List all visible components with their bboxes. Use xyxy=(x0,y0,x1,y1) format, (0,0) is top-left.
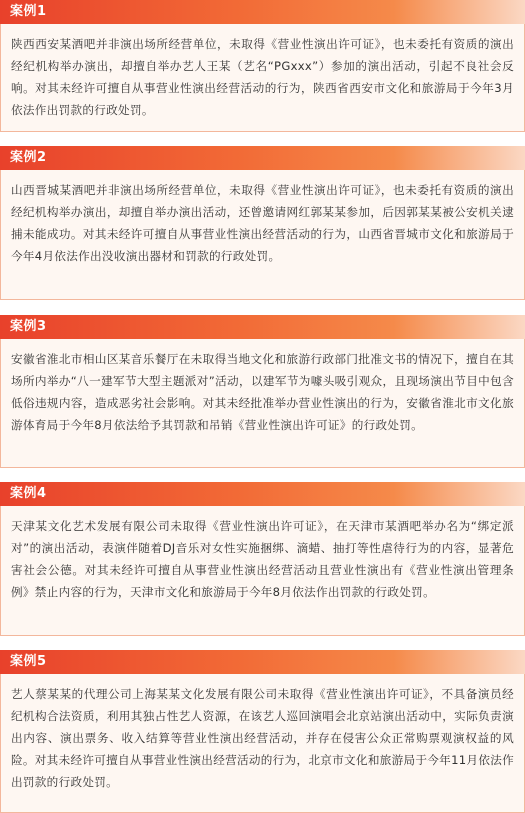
case-title-1: 案例1 xyxy=(10,4,47,19)
case-body-2 xyxy=(0,170,525,300)
case-header-4 xyxy=(0,482,525,506)
case-text-1: 陕西西安某酒吧并非演出场所经营单位，未取得《营业性演出许可证》，也未委托有资质的演出经纪机构举办演出，却擅自举办艺人王某（艺名“PGxxx”）参加的演出活动，引起不良社会反响。对其未经许可擅自从事营业性演出经营活动的行为，陕西省西安市文化和旅游局于今年3月依法作出罚款的行政处罚。 xyxy=(11,37,514,117)
case-title-3: 案例3 xyxy=(10,319,47,334)
case-text-4: 天津某文化艺术发展有限公司未取得《营业性演出许可证》，在天津市某酒吧举办名为“绑定派对”的演出活动，表演伴随着DJ音乐对女性实施捆绑、滴蜡、抽打等性虐待行为的内容，显著危害社会公德。对其未经许可擅自从事营业性演出经营活动且营业性演出有《营业性演出管理条例》禁止内容的行为，天津市文化和旅游局于今年8月依法作出罚款的行政处罚。 xyxy=(11,519,514,599)
case-block-4 xyxy=(0,482,525,636)
case-body-4 xyxy=(0,506,525,636)
case-title-2: 案例2 xyxy=(10,150,47,165)
case-block-3 xyxy=(0,315,525,468)
case-block-5 xyxy=(0,650,525,813)
case-header-3 xyxy=(0,315,525,339)
case-body-3 xyxy=(0,339,525,468)
case-header-5 xyxy=(0,650,525,674)
case-text-2: 山西晋城某酒吧并非演出场所经营单位，未取得《营业性演出许可证》，也未委托有资质的演出经纪机构举办演出，却擅自举办演出活动，还曾邀请网红郭某某参加，后因郭某某被公安机关逮捕未能成功。对其未经许可擅自从事营业性演出经营活动的行为，山西省晋城市文化和旅游局于今年4月依法作出没收演出器材和罚款的行政处罚。 xyxy=(11,183,514,263)
case-body-5 xyxy=(0,674,525,813)
case-text-5: 艺人蔡某某的代理公司上海某某文化发展有限公司未取得《营业性演出许可证》，不具备演员经纪机构合法资质，利用其独占性艺人资源，在该艺人巡回演唱会北京站演出活动中，实际负责演出内容、演出票务、收入结算等营业性演出经营活动，并存在侵害公众正常购票观演权益的风险。对其未经许可擅自从事营业性演出经营活动的行为，北京市文化和旅游局于今年11月依法作出罚款的行政处罚。 xyxy=(11,687,514,789)
case-body-1 xyxy=(0,24,525,132)
case-header-1 xyxy=(0,0,525,24)
case-title-4: 案例4 xyxy=(10,486,47,501)
case-block-2 xyxy=(0,146,525,300)
case-title-5: 案例5 xyxy=(10,654,47,669)
case-block-1 xyxy=(0,0,525,132)
case-header-2 xyxy=(0,146,525,170)
case-text-3: 安徽省淮北市相山区某音乐餐厅在未取得当地文化和旅游行政部门批准文书的情况下，擅自在其场所内举办“八一建军节大型主题派对”活动，以建军节为噱头吸引观众，且现场演出节目中包含低俗违规内容，造成恶劣社会影响。对其未经批准举办营业性演出的行为，安徽省淮北市文化旅游体育局于今年8月依法给予其罚款和吊销《营业性演出许可证》的行政处罚。 xyxy=(11,352,514,432)
